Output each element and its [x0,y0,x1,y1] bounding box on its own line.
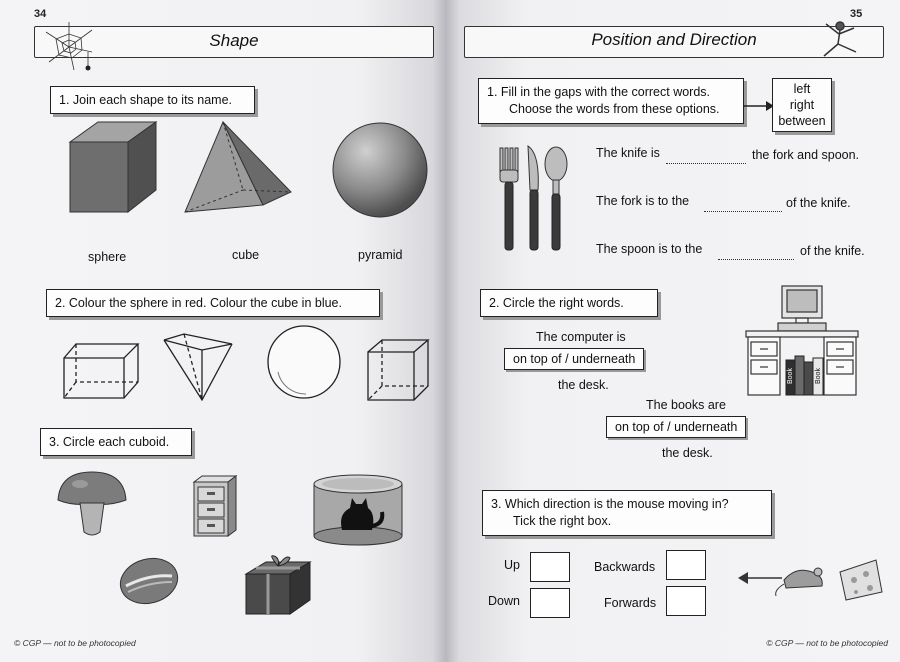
pyramid-image [183,120,295,215]
sentence-2-start: The fork is to the [596,194,690,208]
footer-copyright: © CGP — not to be photocopied [14,638,136,648]
question-3-line-2: Tick the right box. [513,514,612,528]
rugby-ball-image [118,556,180,606]
book-spine-label: Book [787,368,794,384]
sentence-3-end: of the knife. [800,244,865,258]
question-3-line-1: 3. Which direction is the mouse moving in? [491,497,729,511]
mushroom-image [56,470,128,540]
question-2-text: 2. Colour the sphere in red. Colour the cube in blue. [55,296,342,310]
question-1-line-2: Choose the words from these options. [509,102,720,116]
left-page [0,0,446,662]
name-sphere: sphere [88,250,127,264]
books-sentence-start: The books are [646,398,726,412]
sentence-3-start: The spoon is to the [596,242,703,256]
option-right: right [789,98,815,112]
option-left: left [793,82,811,96]
page-number: 34 [34,8,47,20]
option-up-label: Up [504,558,520,572]
arrow-icon [744,98,774,114]
option-forwards-label: Forwards [604,596,657,610]
cuboid-outline [62,342,142,400]
right-page [446,0,900,662]
book-spine-label-2: Book [815,368,822,384]
computer-choice-box[interactable]: on top of / underneath [504,348,644,370]
option-backwards-label: Backwards [594,560,656,574]
option-down-label: Down [488,594,520,608]
books-choice-box[interactable]: on top of / underneath [606,416,746,438]
pyramid-outline [162,330,234,402]
sphere-outline [266,324,342,400]
question-3-box [40,428,192,456]
books-sentence-end: the desk. [662,446,713,460]
footer-copyright: © CGP — not to be photocopied [766,638,888,648]
tick-box-down[interactable] [530,588,570,618]
answer-blank-1[interactable] [666,162,746,164]
cutlery-image [496,144,576,252]
question-2-box [46,289,380,317]
question-1-box [50,86,255,114]
filing-cabinet-image [192,474,238,538]
tick-box-backwards[interactable] [666,550,706,580]
tick-box-up[interactable] [530,552,570,582]
page-title: Shape [209,31,259,50]
sentence-2-end: of the knife. [786,196,851,210]
sphere-image [330,120,430,220]
dancer-icon [812,18,862,66]
page-number: 35 [850,8,863,20]
sentence-1-start: The knife is [596,146,660,160]
question-3-box [482,490,772,536]
computer-sentence-end: the desk. [558,378,609,392]
question-2-text: 2. Circle the right words. [489,296,624,310]
gift-box-image [244,554,314,616]
mouse-and-cheese-image [736,556,886,606]
name-cube: cube [232,248,260,262]
computer-sentence-start: The computer is [536,330,626,344]
word-options-box [772,78,832,132]
computer-desk-image [744,284,860,398]
page-title: Position and Direction [591,30,757,49]
answer-blank-3[interactable] [718,258,794,260]
tick-box-forwards[interactable] [666,586,706,616]
tin-can-image [312,474,404,546]
question-1-line-1: 1. Fill in the gaps with the correct words. [487,85,711,99]
cube-image [68,120,163,215]
sentence-1-end: the fork and spoon. [752,148,860,162]
answer-blank-2[interactable] [704,210,782,212]
question-3-text: 3. Circle each cuboid. [49,435,170,449]
question-1-box [478,78,744,124]
spider-web-icon [44,22,94,72]
question-2-box [480,289,658,317]
name-pyramid: pyramid [358,248,403,262]
option-between: between [778,114,826,128]
title-banner [34,26,434,58]
question-1-text: 1. Join each shape to its name. [59,93,233,107]
cube-outline [366,338,432,404]
